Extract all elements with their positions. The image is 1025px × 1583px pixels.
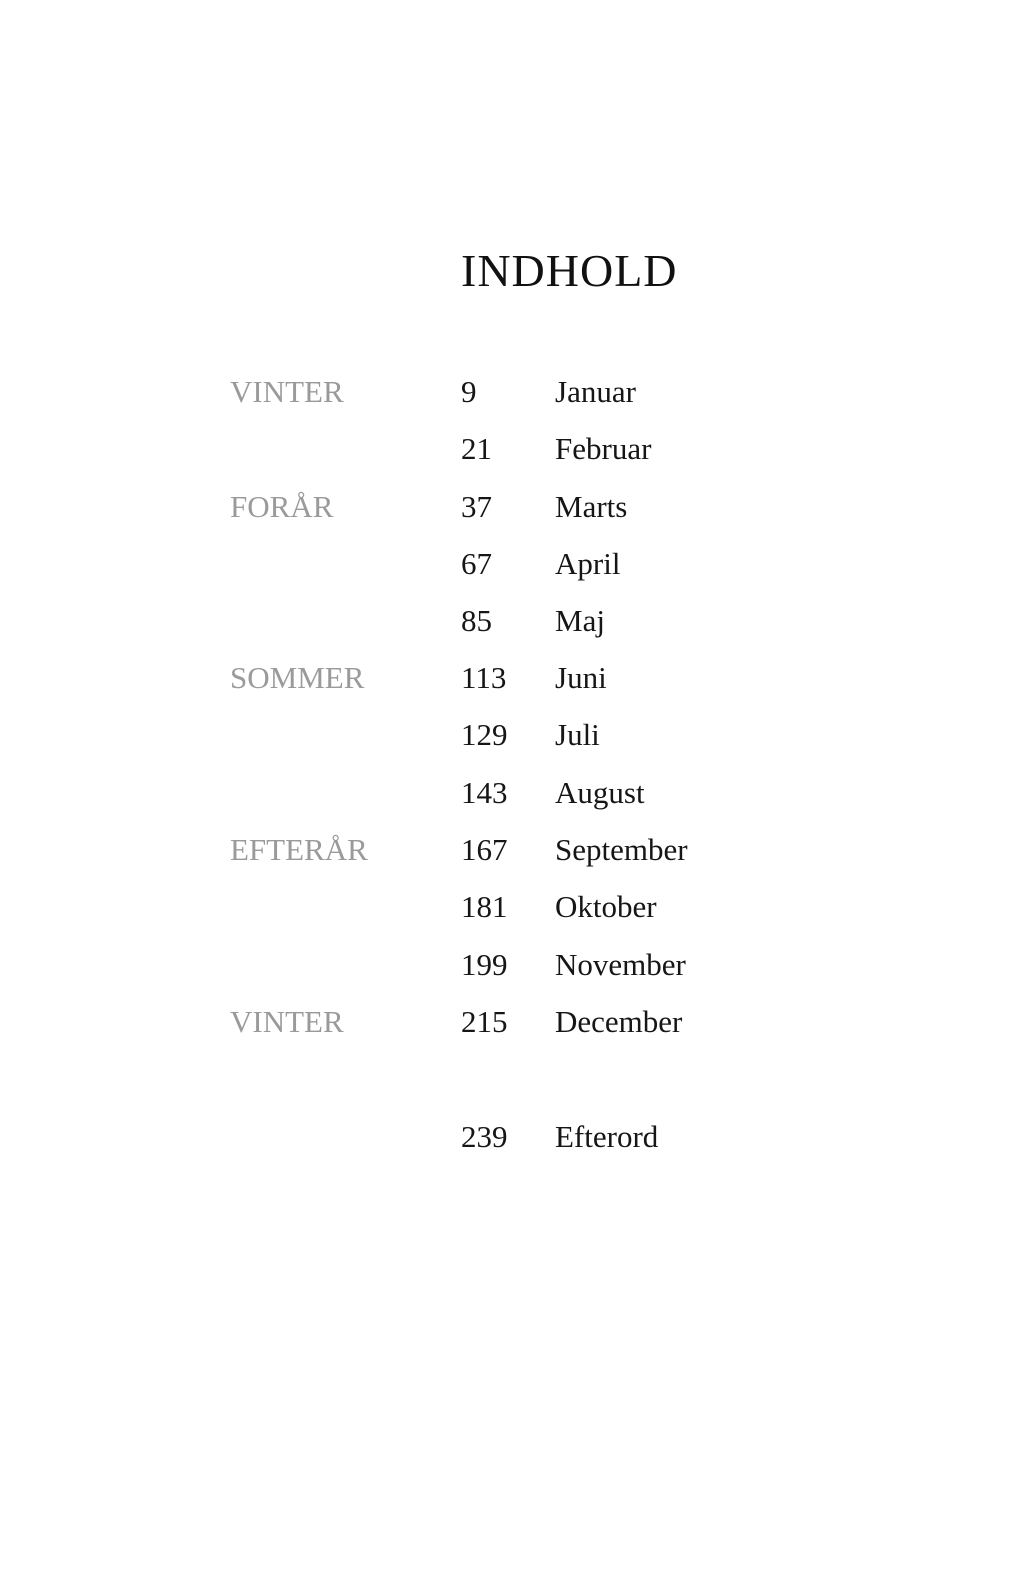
season-label: VINTER — [230, 374, 344, 409]
page-number: 21 — [461, 431, 492, 466]
toc-entry-april[interactable] — [0, 544, 1025, 584]
chapter-title: Efterord — [555, 1119, 659, 1154]
page-number: 143 — [461, 775, 508, 810]
toc-entry-november[interactable] — [0, 945, 1025, 985]
toc-entry-may[interactable] — [0, 601, 1025, 641]
chapter-title: Oktober — [555, 889, 657, 924]
chapter-title: Januar — [555, 374, 636, 409]
toc-entry-august[interactable] — [0, 773, 1025, 813]
chapter-title: December — [555, 1004, 683, 1039]
season-label: FORÅR — [230, 489, 334, 524]
page-number: 181 — [461, 889, 508, 924]
toc-entry-march[interactable] — [0, 487, 1025, 527]
page-number: 37 — [461, 489, 492, 524]
page-number: 215 — [461, 1004, 508, 1039]
toc-entry-february[interactable] — [0, 429, 1025, 469]
toc-entry-july[interactable] — [0, 715, 1025, 755]
page-number: 85 — [461, 603, 492, 638]
toc-entry-october[interactable] — [0, 887, 1025, 927]
chapter-title: September — [555, 832, 688, 867]
season-label: VINTER — [230, 1004, 344, 1039]
chapter-title: April — [555, 546, 621, 581]
page-number: 67 — [461, 546, 492, 581]
page-number: 113 — [461, 660, 507, 695]
toc-entry-afterword[interactable] — [0, 1117, 1025, 1157]
season-label: EFTERÅR — [230, 832, 368, 867]
season-label: SOMMER — [230, 660, 365, 695]
chapter-title: August — [555, 775, 645, 810]
page-number: 167 — [461, 832, 508, 867]
chapter-title: Juli — [555, 717, 600, 752]
chapter-title: Februar — [555, 431, 652, 466]
page-number: 239 — [461, 1119, 508, 1154]
toc-entry-september[interactable] — [0, 830, 1025, 870]
toc-entry-january[interactable] — [0, 372, 1025, 412]
page-number: 129 — [461, 717, 508, 752]
page-number: 9 — [461, 374, 477, 409]
chapter-title: November — [555, 947, 686, 982]
chapter-title: Marts — [555, 489, 628, 524]
toc-entry-june[interactable] — [0, 658, 1025, 698]
toc-entry-december[interactable] — [0, 1002, 1025, 1042]
page-title: INDHOLD — [461, 245, 678, 296]
chapter-title: Maj — [555, 603, 605, 638]
page-number: 199 — [461, 947, 508, 982]
chapter-title: Juni — [555, 660, 607, 695]
